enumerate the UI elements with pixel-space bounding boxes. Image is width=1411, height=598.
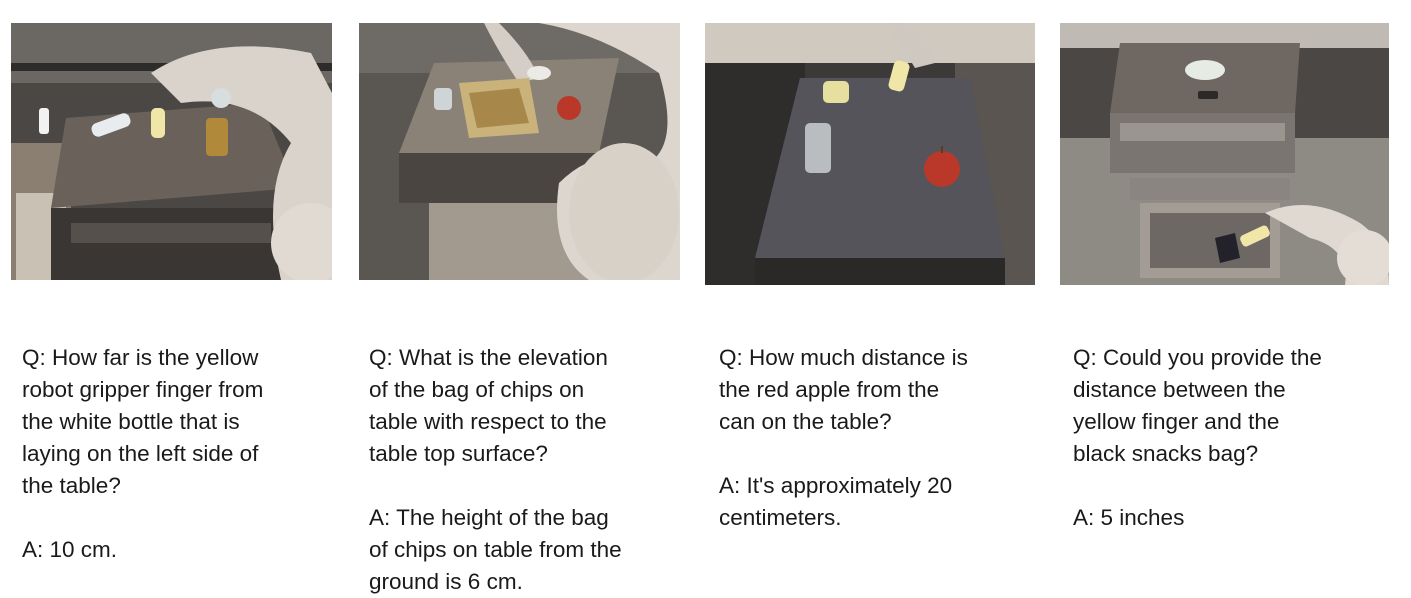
- answer-text-4: A: 5 inches: [1073, 505, 1185, 530]
- robot-scene-photo-2: [359, 23, 680, 280]
- robot-scene-photo-4: [1060, 23, 1389, 285]
- question-text-4: Q: Could you provide the distance between the yellow finger and the black snacks bag?: [1073, 345, 1322, 466]
- answer-text-3: A: It's approximately 20 centimeters.: [719, 473, 953, 530]
- robot-scene-photo-1: [11, 23, 332, 280]
- question-text-3: Q: How much distance is the red apple from the can on the table?: [719, 345, 968, 434]
- robot-scene-photo-3: [705, 23, 1035, 285]
- answer-text-1: A: 10 cm.: [22, 537, 118, 562]
- answer-text-2: A: The height of the bag of chips on table from the ground is 6 cm.: [369, 505, 622, 594]
- question-text-2: Q: What is the elevation of the bag of chips on table with respect to the table top surface?: [369, 345, 608, 466]
- question-text-1: Q: How far is the yellow robot gripper finger from the white bottle that is laying on the left side of the table?: [22, 345, 264, 498]
